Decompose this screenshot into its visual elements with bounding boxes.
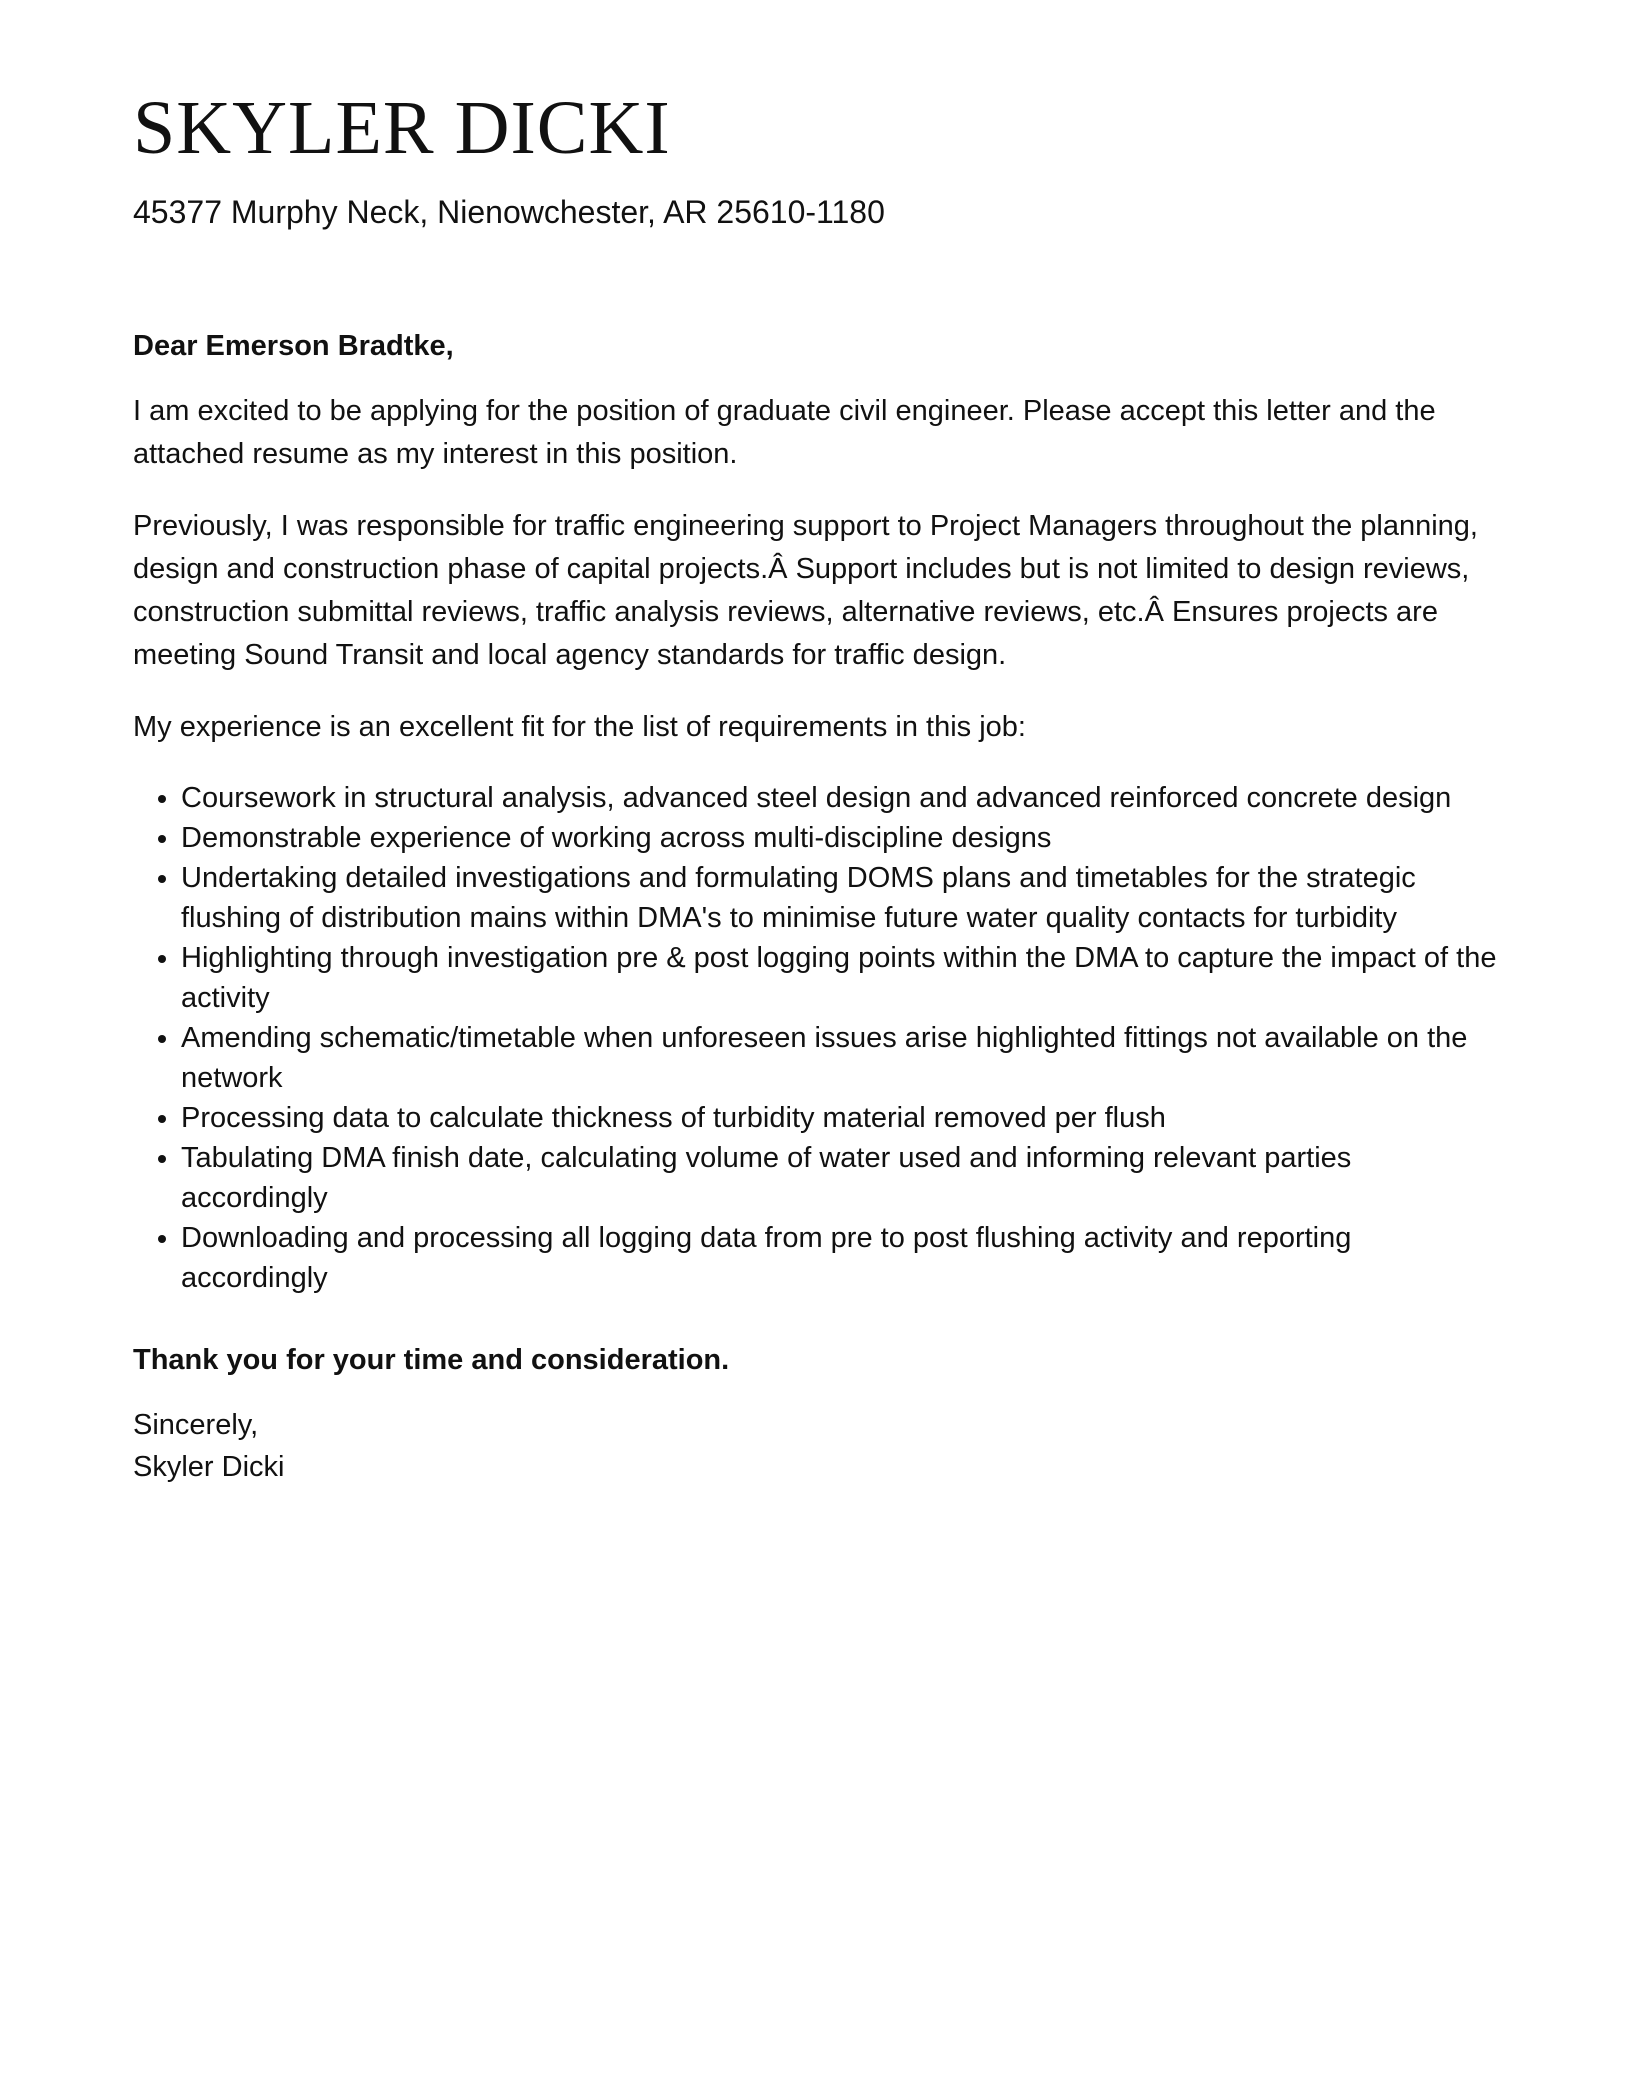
list-item: • Tabulating DMA finish date, calculating volume of water used and informing relevant parties accordingly bbox=[181, 1138, 1503, 1218]
list-item: • Coursework in structural analysis, advanced steel design and advanced reinforced concrete design bbox=[181, 778, 1503, 818]
intro-paragraph: I am excited to be applying for the position of graduate civil engineer. Please accept this letter and the attached resume as my interest in this position. bbox=[133, 395, 1436, 470]
closing-line: Thank you for your time and consideration. bbox=[133, 1344, 730, 1376]
signoff: Sincerely, bbox=[133, 1409, 259, 1441]
signoff-block bbox=[133, 1404, 1503, 1488]
list-item: • Demonstrable experience of working across multi-discipline designs bbox=[181, 818, 1503, 858]
list-item: • Undertaking detailed investigations and formulating DOMS plans and timetables for the strategic flushing of distribution mains within DMA's to minimise future water quality contacts for turbidity bbox=[181, 858, 1503, 938]
list-item: • Processing data to calculate thickness of turbidity material removed per flush bbox=[181, 1098, 1503, 1138]
signature-name: Skyler Dicki bbox=[133, 1451, 285, 1483]
cover-letter bbox=[133, 84, 1503, 1488]
list-item: • Highlighting through investigation pre & post logging points within the DMA to capture the impact of the activity bbox=[181, 938, 1503, 1018]
fit-intro-paragraph: My experience is an excellent fit for the list of requirements in this job: bbox=[133, 711, 1026, 743]
salutation: Dear Emerson Bradtke, bbox=[133, 330, 454, 362]
applicant-address: 45377 Murphy Neck, Nienowchester, AR 25610-1180 bbox=[133, 194, 885, 230]
applicant-name: SKYLER DICKI bbox=[133, 86, 671, 170]
list-item: • Downloading and processing all logging data from pre to post flushing activity and reporting accordingly bbox=[181, 1218, 1503, 1298]
list-item: • Amending schematic/timetable when unforeseen issues arise highlighted fittings not available on the network bbox=[181, 1018, 1503, 1098]
requirements-list bbox=[133, 778, 1503, 1298]
experience-paragraph: Previously, I was responsible for traffic engineering support to Project Managers throughout the planning, design and construction phase of capital projects.Â Support includes but is not limited to design reviews, construction submittal reviews, traffic analysis reviews, alternative reviews, etc.Â Ensures projects are meeting Sound Transit and local agency standards for traffic design. bbox=[133, 510, 1478, 671]
